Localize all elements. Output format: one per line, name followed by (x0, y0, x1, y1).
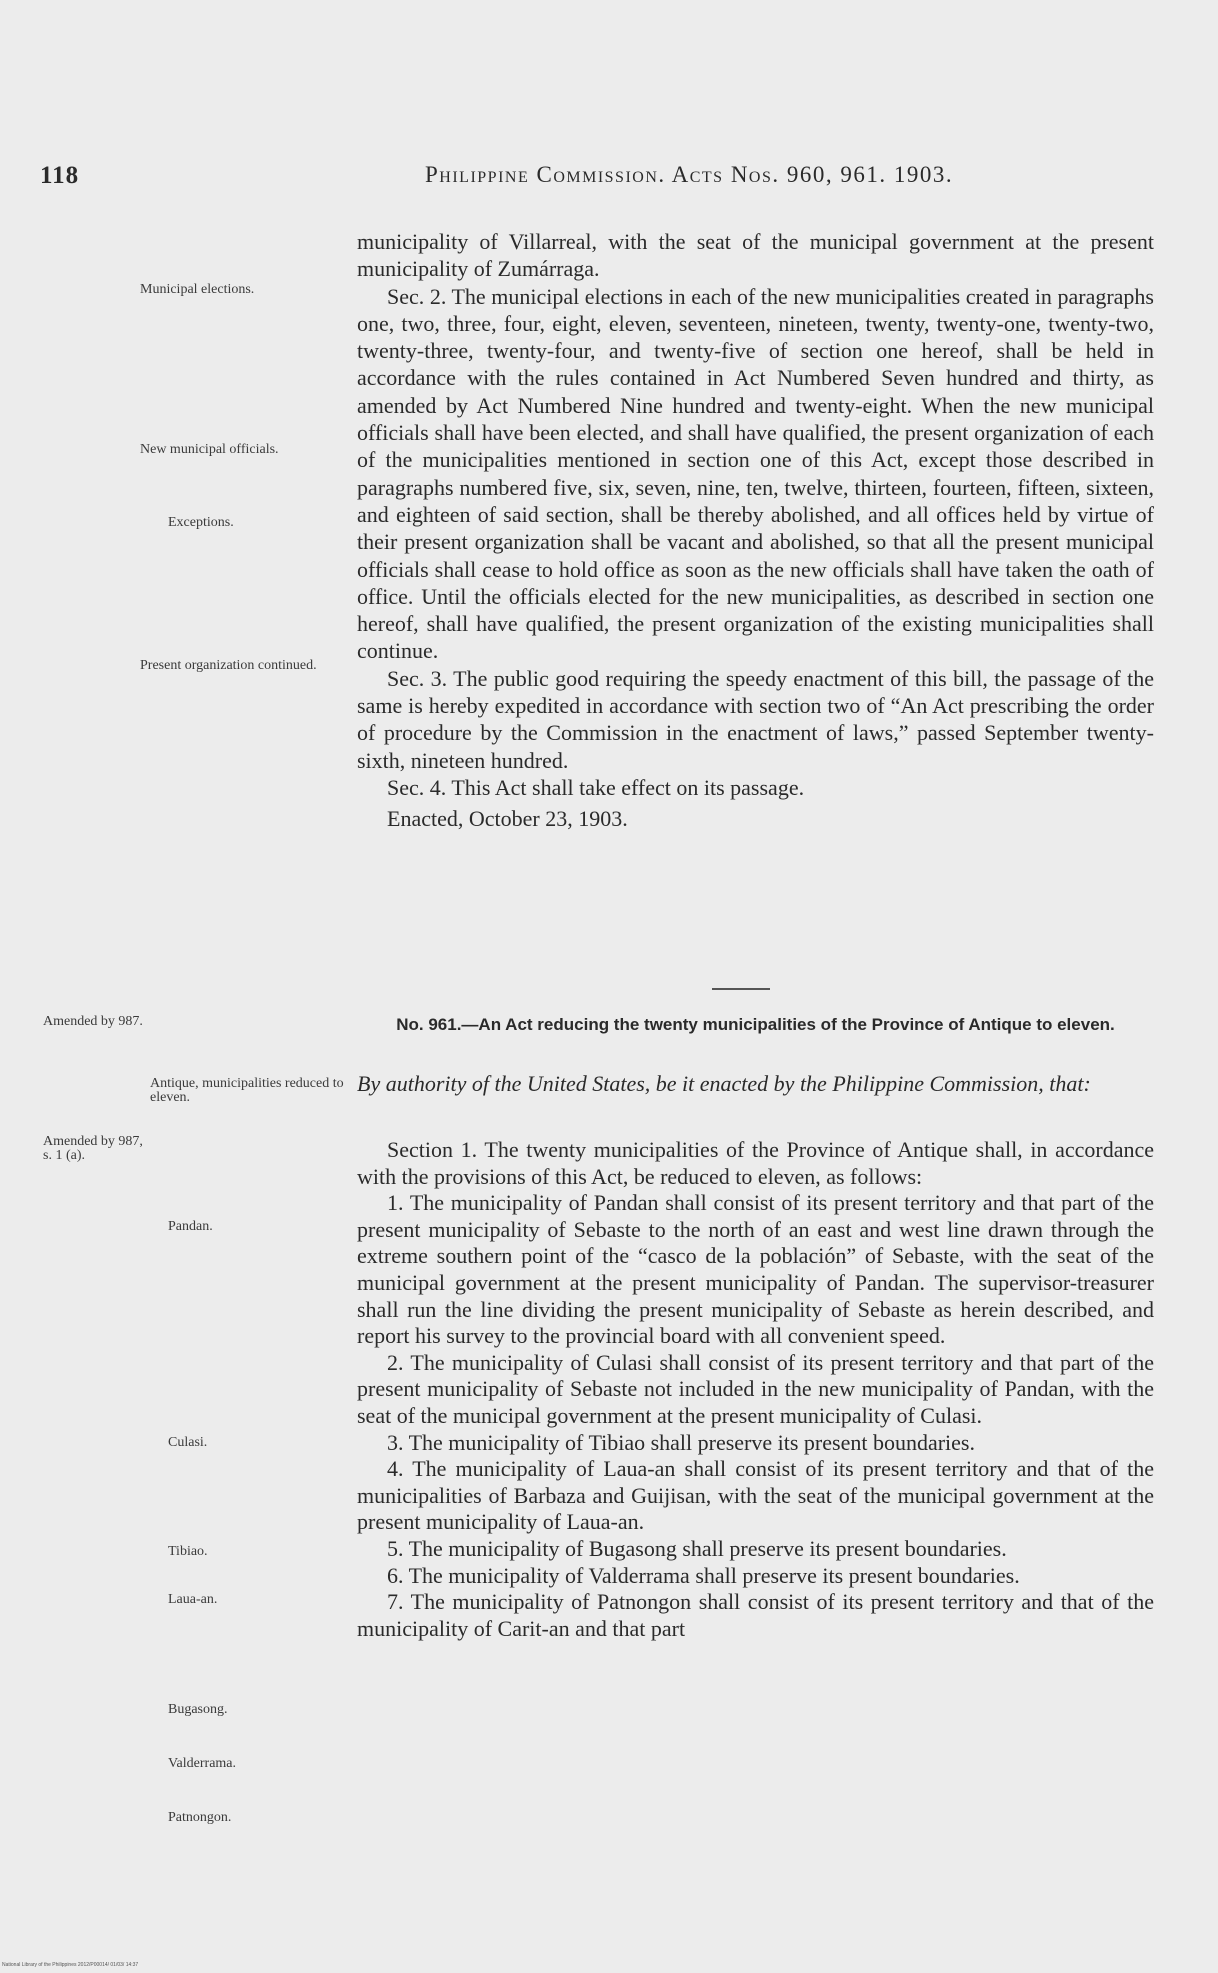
act-961-body (357, 1137, 1154, 1642)
margin-note-antique-reduced: Antique, municipalities reduced to eleven. (150, 1076, 344, 1105)
culasi-paragraph: 2. The municipality of Culasi shall consist of its present territory and that part of the present municipality of Sebaste not included in the new municipality of Pandan, with the seat of the municipal government at the present municipality of Culasi. (357, 1349, 1154, 1428)
laua-an-paragraph: 4. The municipality of Laua-an shall consist of its present territory and that of the municipalities of Barbaza and Guijisan, with the seat of the municipal government at the present municipality of Laua-an. (357, 1456, 1154, 1535)
margin-note-amended-987-s1: Amended by 987, s. 1 (a). (43, 1134, 143, 1163)
paragraph: municipality of Villarreal, with the seat of the municipal government at the present municipality of Zumárraga. (357, 229, 1154, 282)
enacting-clause: By authority of the United States, be it enacted by the Philippine Commission, that: (357, 1071, 1091, 1096)
margin-note-laua-an: Laua-an. (168, 1592, 218, 1607)
margin-note-patnongon: Patnongon. (168, 1810, 232, 1825)
act-961-title: No. 961.—An Act reducing the twenty municipalities of the Province of Antique to eleven. (396, 1015, 1115, 1034)
margin-note-tibiao: Tibiao. (168, 1544, 208, 1559)
section-3-paragraph: Sec. 3. The public good requiring the speedy enactment of this bill, the passage of the same is hereby expedited in accordance with section two of “An Act prescribing the order of procedure by the Commission in the enactment of laws,” passed September twenty-sixth, nineteen hundred. (357, 665, 1154, 773)
margin-note-present-organization: Present organization continued. (140, 658, 317, 673)
page-number: 118 (40, 162, 80, 189)
patnongon-paragraph: 7. The municipality of Patnongon shall consist of its present territory and that of the municipality of Carit-an and that part (357, 1589, 1154, 1641)
margin-note-exceptions: Exceptions. (168, 515, 234, 530)
running-head: Philippine Commission. Acts Nos. 960, 961. 1903. (425, 162, 954, 187)
section-2-paragraph: Sec. 2. The municipal elections in each of the new municipalities created in paragraphs one, two, three, four, eight, eleven, seventeen, nineteen, twenty, twenty-one, twenty-two, twenty-three, twenty-four, and twenty-five of section one hereof, shall be held in accordance with the rules contained in Act Numbered Seven hundred and thirty, as amended by Act Numbered Nine hundred and twenty-eight. When the new municipal officials shall have been elected, and shall have qualified, the present organization of each of the municipalities mentioned in section one of this Act, except those described in paragraphs numbered five, six, seven, nine, ten, twelve, thirteen, fourteen, fifteen, sixteen, and eighteen of said section, shall be thereby abolished, and all offices held by virtue of their present organization shall be vacant and abolished, so that all the present municipal officials shall cease to hold office as soon as the new officials shall have taken the oath of office. Until the officials elected for the new municipalities, as described in section one hereof, shall have qualified, the present organization of the existing municipalities shall continue. (357, 283, 1154, 664)
margin-note-culasi: Culasi. (168, 1435, 208, 1450)
section-4-paragraph: Sec. 4. This Act shall take effect on its passage. (387, 774, 805, 800)
margin-note-pandan: Pandan. (168, 1219, 213, 1234)
margin-note-bugasong: Bugasong. (168, 1702, 228, 1717)
margin-note-amended-987: Amended by 987. (43, 1014, 143, 1029)
enacted-date: Enacted, October 23, 1903. (387, 806, 628, 832)
tibiao-paragraph: 3. The municipality of Tibiao shall preserve its present boundaries. (387, 1429, 975, 1455)
pandan-paragraph: 1. The municipality of Pandan shall consist of its present territory and that part of the present municipality of Sebaste to the north of an east and west line drawn through the extreme southern point of the “casco de la población” of Sebaste, with the seat of the municipal government at the present municipality of Pandan. The supervisor-treasurer shall run the line dividing the present municipality of Sebaste as herein described, and report his survey to the provincial board with all convenient speed. (357, 1190, 1154, 1349)
section-1-paragraph: Section 1. The twenty municipalities of the Province of Antique shall, in accordance with the provisions of this Act, be reduced to eleven, as follows: (357, 1137, 1154, 1189)
margin-note-municipal-elections: Municipal elections. (140, 282, 255, 297)
bugasong-paragraph: 5. The municipality of Bugasong shall preserve its present boundaries. (387, 1535, 1007, 1561)
act-960-continuation (357, 228, 1154, 833)
valderrama-paragraph: 6. The municipality of Valderrama shall preserve its present boundaries. (387, 1562, 1020, 1588)
section-divider (712, 988, 770, 990)
margin-note-valderrama: Valderrama. (168, 1756, 237, 1771)
scan-footer: National Library of the Philippines 2012/P00014/ 01/03/ 14:37 (2, 1962, 139, 1968)
margin-note-new-officials: New municipal officials. (140, 442, 279, 457)
